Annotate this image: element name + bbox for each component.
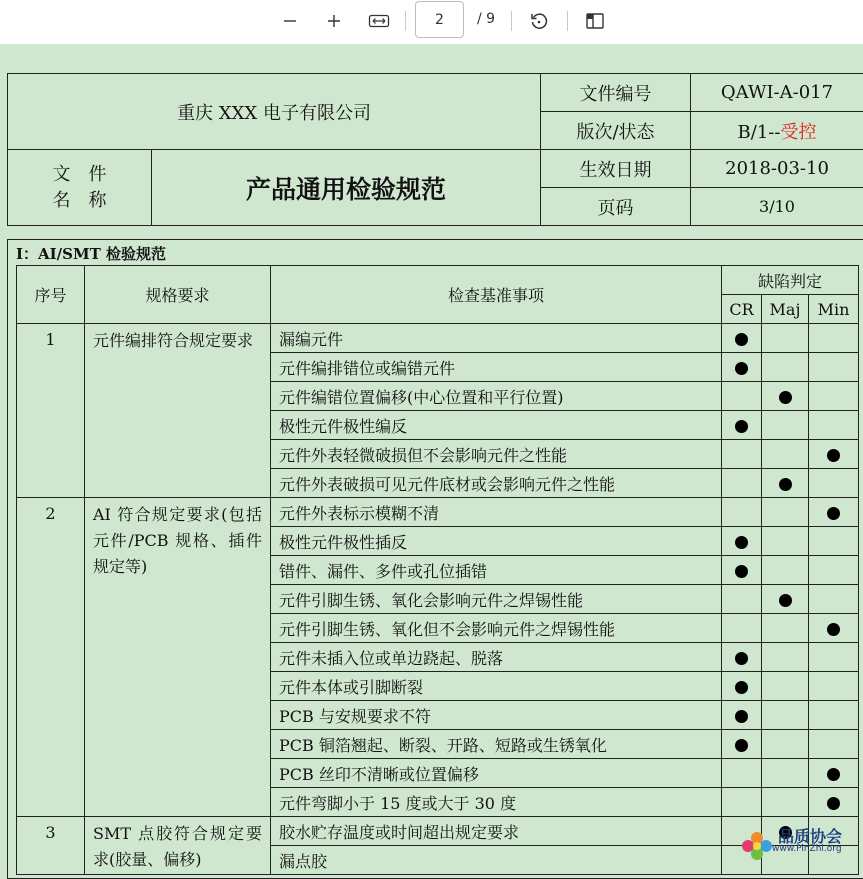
check-item: 错件、漏件、多件或孔位插错: [271, 556, 722, 585]
defect-mark-icon: [779, 391, 792, 404]
check-item: 极性元件极性插反: [271, 527, 722, 556]
defect-min-cell: [809, 527, 859, 556]
defect-mark-icon: [735, 710, 748, 723]
check-item: 元件弯脚小于 15 度或大于 30 度: [271, 788, 722, 817]
toolbar-divider: [405, 11, 406, 31]
defect-mark-icon: [827, 797, 840, 810]
defect-cr-cell: [722, 701, 762, 730]
check-item: 极性元件极性编反: [271, 411, 722, 440]
doc-title: 产品通用检验规范: [152, 150, 541, 226]
version-label: 版次/状态: [541, 112, 691, 150]
defect-min-cell: [809, 498, 859, 527]
defect-cr-cell: [722, 643, 762, 672]
page-value: 3/10: [691, 188, 863, 226]
defect-min-cell: [809, 324, 859, 353]
defect-maj-cell: [762, 353, 809, 382]
flower-icon: [742, 832, 772, 860]
defect-maj-cell: [762, 759, 809, 788]
defect-min-cell: [809, 614, 859, 643]
group-spec: 元件编排符合规定要求: [85, 324, 271, 498]
col-header-check: 检查基准事项: [271, 266, 722, 324]
rotate-icon: [529, 11, 549, 31]
defect-cr-cell: [722, 498, 762, 527]
check-item: 元件外表轻微破损但不会影响元件之性能: [271, 440, 722, 469]
defect-cr-cell: [722, 440, 762, 469]
col-header-spec: 规格要求: [85, 266, 271, 324]
defect-mark-icon: [735, 536, 748, 549]
defect-maj-cell: [762, 585, 809, 614]
defect-cr-cell: [722, 527, 762, 556]
defect-min-cell: [809, 353, 859, 382]
group-number: 3: [17, 817, 85, 875]
defect-mark-icon: [735, 565, 748, 578]
page-total: / 9: [477, 11, 496, 27]
defect-min-cell: [809, 411, 859, 440]
check-item: 胶水贮存温度或时间超出规定要求: [271, 817, 722, 846]
defect-min-cell: [809, 556, 859, 585]
check-item: PCB 与安规要求不符: [271, 701, 722, 730]
defect-mark-icon: [827, 449, 840, 462]
defect-min-cell: [809, 730, 859, 759]
group-spec: AI 符合规定要求(包括元件/PCB 规格、插件规定等): [85, 498, 271, 817]
defect-min-cell: [809, 672, 859, 701]
check-item: 元件未插入位或单边跷起、脱落: [271, 643, 722, 672]
defect-cr-cell: [722, 730, 762, 759]
doc-no-value: QAWI-A-017: [691, 74, 863, 112]
page-view-button[interactable]: [583, 0, 607, 42]
doc-no-label: 文件编号: [541, 74, 691, 112]
check-item: 元件编排错位或编错元件: [271, 353, 722, 382]
toolbar-divider: [567, 11, 568, 31]
defect-cr-cell: [722, 556, 762, 585]
defect-maj-cell: [762, 701, 809, 730]
fit-width-button[interactable]: [366, 0, 392, 42]
watermark-url: www.PinZhi.org: [772, 844, 842, 854]
defect-cr-cell: [722, 411, 762, 440]
document-page: [0, 44, 863, 871]
defect-cr-cell: [722, 614, 762, 643]
page-number-input[interactable]: [415, 1, 464, 38]
defect-mark-icon: [735, 739, 748, 752]
rotate-button[interactable]: [527, 0, 551, 42]
check-item: PCB 铜箔翘起、断裂、开路、短路或生锈氧化: [271, 730, 722, 759]
col-header-defect: 缺陷判定: [722, 266, 859, 295]
defect-maj-cell: [762, 469, 809, 498]
check-item: 元件编错位置偏移(中心位置和平行位置): [271, 382, 722, 411]
document-header-table: [7, 73, 863, 226]
defect-mark-icon: [735, 333, 748, 346]
check-item: 元件本体或引脚断裂: [271, 672, 722, 701]
check-item: 漏点胶: [271, 846, 722, 875]
defect-maj-cell: [762, 527, 809, 556]
table-row: [17, 324, 859, 353]
doc-name-label-line1: 文 件: [52, 163, 107, 185]
defect-min-cell: [809, 643, 859, 672]
check-item: 漏编元件: [271, 324, 722, 353]
col-header-no: 序号: [17, 266, 85, 324]
watermark-name: 品质协会: [778, 827, 843, 846]
section-title: I：AI/SMT 检验规范: [16, 245, 166, 263]
inspection-table: [16, 265, 859, 875]
defect-cr-cell: [722, 788, 762, 817]
group-number: 2: [17, 498, 85, 817]
defect-cr-cell: [722, 353, 762, 382]
version-status: 受控: [780, 121, 817, 143]
defect-cr-cell: [722, 585, 762, 614]
page-label: 页码: [541, 188, 691, 226]
defect-maj-cell: [762, 411, 809, 440]
zoom-in-button[interactable]: [322, 0, 346, 42]
minus-icon: [282, 13, 298, 29]
effective-date-label: 生效日期: [541, 150, 691, 188]
group-number: 1: [17, 324, 85, 498]
check-item: 元件引脚生锈、氧化但不会影响元件之焊锡性能: [271, 614, 722, 643]
defect-min-cell: [809, 440, 859, 469]
defect-mark-icon: [735, 362, 748, 375]
defect-maj-cell: [762, 440, 809, 469]
defect-mark-icon: [827, 768, 840, 781]
defect-mark-icon: [779, 594, 792, 607]
defect-min-cell: [809, 759, 859, 788]
group-spec: SMT 点胶符合规定要求(胶量、偏移): [85, 817, 271, 875]
page-view-icon: [585, 12, 605, 30]
defect-cr-cell: [722, 324, 762, 353]
col-header-min: Min: [809, 295, 859, 324]
plus-icon: [326, 13, 342, 29]
check-item: 元件外表破损可见元件底材或会影响元件之性能: [271, 469, 722, 498]
defect-maj-cell: [762, 614, 809, 643]
inspection-table-body: [17, 324, 859, 875]
defect-min-cell: [809, 788, 859, 817]
check-item: 元件引脚生锈、氧化会影响元件之焊锡性能: [271, 585, 722, 614]
col-header-maj: Maj: [762, 295, 809, 324]
defect-min-cell: [809, 585, 859, 614]
effective-date-value: 2018-03-10: [691, 150, 863, 188]
defect-cr-cell: [722, 469, 762, 498]
defect-mark-icon: [779, 478, 792, 491]
defect-min-cell: [809, 701, 859, 730]
version-value: [691, 112, 863, 150]
defect-cr-cell: [722, 759, 762, 788]
defect-mark-icon: [735, 681, 748, 694]
defect-maj-cell: [762, 672, 809, 701]
defect-mark-icon: [827, 507, 840, 520]
defect-mark-icon: [735, 652, 748, 665]
check-item: 元件外表标示模糊不清: [271, 498, 722, 527]
defect-mark-icon: [735, 420, 748, 433]
defect-mark-icon: [827, 623, 840, 636]
col-header-cr: CR: [722, 295, 762, 324]
zoom-out-button[interactable]: [278, 0, 302, 42]
pdf-toolbar: [0, 0, 863, 45]
defect-maj-cell: [762, 498, 809, 527]
defect-maj-cell: [762, 730, 809, 759]
defect-min-cell: [809, 469, 859, 498]
defect-cr-cell: [722, 382, 762, 411]
company-name: 重庆 XXX 电子有限公司: [8, 74, 541, 150]
table-row: [17, 498, 859, 527]
table-row: [17, 817, 859, 846]
toolbar-divider: [511, 11, 512, 31]
defect-maj-cell: [762, 382, 809, 411]
defect-maj-cell: [762, 643, 809, 672]
doc-name-label-line2: 名 称: [52, 189, 107, 211]
fit-width-icon: [368, 13, 390, 29]
version-prefix: B/1--: [737, 121, 781, 143]
defect-cr-cell: [722, 672, 762, 701]
defect-maj-cell: [762, 556, 809, 585]
defect-maj-cell: [762, 788, 809, 817]
defect-maj-cell: [762, 324, 809, 353]
defect-min-cell: [809, 382, 859, 411]
check-item: PCB 丝印不清晰或位置偏移: [271, 759, 722, 788]
doc-name-label: [8, 150, 152, 226]
